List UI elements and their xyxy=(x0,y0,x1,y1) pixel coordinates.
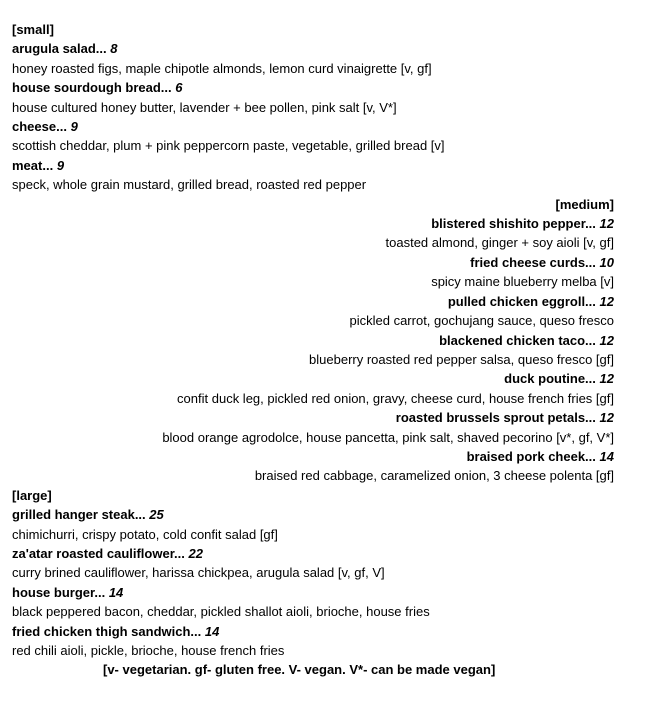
item-price: 6 xyxy=(175,80,183,96)
item-title xyxy=(0,292,614,311)
item-description: pickled carrot, gochujang sauce, queso fresco xyxy=(349,313,614,329)
item-name: blackened chicken taco... xyxy=(439,332,596,348)
item-price: 14 xyxy=(599,448,614,464)
menu-item xyxy=(0,331,614,370)
item-name: house burger... xyxy=(12,584,106,600)
item-name: fried chicken thigh sandwich... xyxy=(12,623,202,639)
menu-item xyxy=(12,505,647,544)
item-description: speck, whole grain mustard, grilled bread, roasted red pepper xyxy=(12,177,367,193)
item-title xyxy=(12,622,647,641)
item-name: za'atar roasted cauliflower... xyxy=(12,545,185,561)
section-heading-large: [large] xyxy=(12,487,52,503)
item-price: 9 xyxy=(70,119,78,135)
item-price: 25 xyxy=(149,507,164,523)
item-title xyxy=(12,156,647,175)
item-description: chimichurri, crispy potato, cold confit salad [gf] xyxy=(12,526,278,542)
item-name: braised pork cheek... xyxy=(466,448,596,464)
item-name: cheese... xyxy=(12,119,67,135)
item-name: pulled chicken eggroll... xyxy=(447,293,596,309)
item-title xyxy=(12,117,647,136)
item-price: 8 xyxy=(110,41,118,57)
item-price: 12 xyxy=(599,371,614,387)
item-title xyxy=(0,369,614,388)
item-description: scottish cheddar, plum + pink peppercorn paste, vegetable, grilled bread [v] xyxy=(12,138,445,154)
item-price: 14 xyxy=(108,584,124,600)
item-description: toasted almond, ginger + soy aioli [v, gf] xyxy=(385,235,614,251)
item-description: house cultured honey butter, lavender + bee pollen, pink salt [v, V*] xyxy=(12,99,397,115)
item-price: 22 xyxy=(188,545,203,561)
item-price: 12 xyxy=(599,293,614,309)
item-title xyxy=(0,408,614,427)
menu-item xyxy=(12,622,647,661)
item-name: arugula salad... xyxy=(12,41,107,57)
item-title xyxy=(12,544,647,563)
item-price: 12 xyxy=(599,410,614,426)
item-title xyxy=(0,331,614,350)
item-description: confit duck leg, pickled red onion, gravy, cheese curd, house french fries [gf] xyxy=(177,390,614,406)
menu-item xyxy=(0,447,614,486)
menu-item xyxy=(0,214,614,253)
item-name: fried cheese curds... xyxy=(470,254,596,270)
item-description: curry brined cauliflower, harissa chickpea, arugula salad [v, gf, V] xyxy=(12,565,385,581)
menu-item xyxy=(12,583,647,622)
section-medium xyxy=(0,195,647,486)
item-price: 14 xyxy=(204,623,220,639)
item-name: meat... xyxy=(12,157,54,173)
section-heading-small: [small] xyxy=(12,22,54,37)
item-name: house sourdough bread... xyxy=(12,80,172,96)
item-price: 12 xyxy=(599,216,614,232)
menu-item xyxy=(12,78,647,117)
menu-item xyxy=(12,156,647,195)
item-description: blueberry roasted red pepper salsa, queso fresco [gf] xyxy=(309,351,614,367)
menu-item xyxy=(12,117,647,156)
item-description: blood orange agrodolce, house pancetta, pink salt, shaved pecorino [v*, gf, V*] xyxy=(162,429,614,445)
item-description: spicy maine blueberry melba [v] xyxy=(431,274,614,290)
item-title xyxy=(12,39,647,58)
menu-item xyxy=(0,369,614,408)
section-large xyxy=(0,486,647,661)
item-name: roasted brussels sprout petals... xyxy=(395,410,596,426)
item-title xyxy=(0,447,614,466)
item-description: braised red cabbage, caramelized onion, 3 cheese polenta [gf] xyxy=(254,468,614,484)
item-name: blistered shishito pepper... xyxy=(431,216,596,232)
item-price: 12 xyxy=(599,332,614,348)
item-price: 10 xyxy=(599,254,614,270)
item-title xyxy=(0,253,614,272)
menu-item xyxy=(0,408,614,447)
item-description: red chili aioli, pickle, brioche, house french fries xyxy=(12,643,285,658)
item-description: black peppered bacon, cheddar, pickled shallot aioli, brioche, house fries xyxy=(12,604,430,620)
section-heading-medium: [medium] xyxy=(555,196,614,212)
menu-item xyxy=(0,292,614,331)
menu-item xyxy=(12,544,647,583)
dietary-legend: [v- vegetarian. gf- gluten free. V- vegan. V*- can be made vegan] xyxy=(103,662,496,678)
item-price: 9 xyxy=(56,157,65,173)
item-title xyxy=(12,583,647,602)
menu-item xyxy=(0,253,614,292)
item-name: duck poutine... xyxy=(504,371,596,387)
menu-item xyxy=(12,39,647,78)
item-description: honey roasted figs, maple chipotle almonds, lemon curd vinaigrette [v, gf] xyxy=(12,60,432,76)
section-small xyxy=(0,20,647,195)
item-title xyxy=(0,214,614,233)
item-title xyxy=(12,78,647,97)
item-name: grilled hanger steak... xyxy=(12,507,146,523)
item-title xyxy=(12,505,647,524)
